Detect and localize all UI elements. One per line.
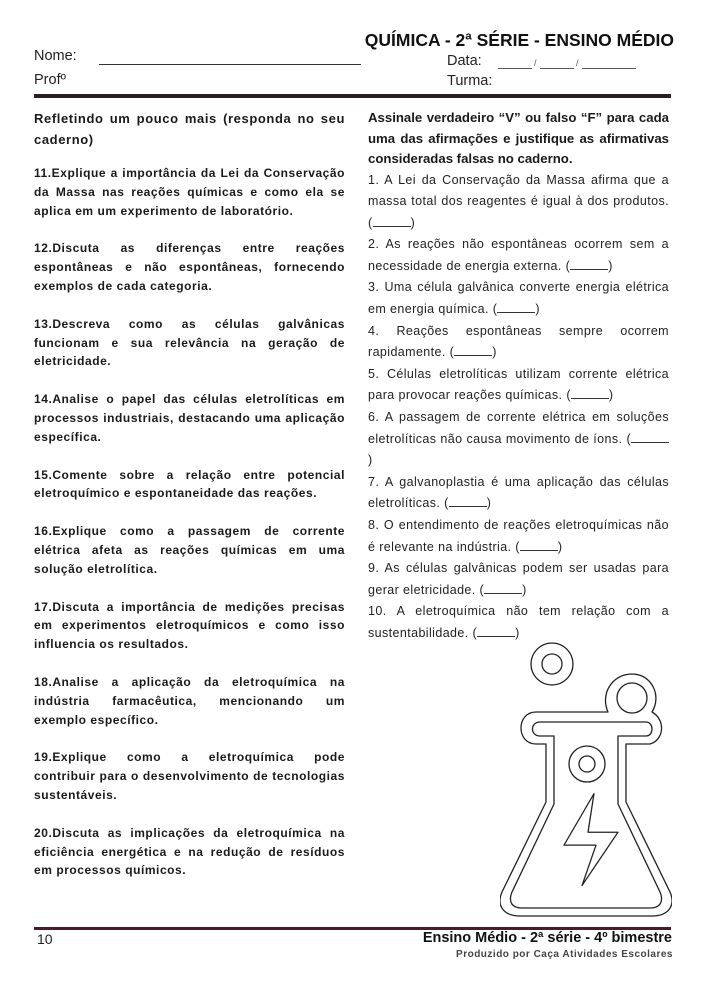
statement-text: 4. Reações espontâneas sempre ocorrem rapidamente.	[368, 323, 669, 360]
statement-text: 7. A galvanoplastia é uma aplicação das células eletrolíticas.	[368, 474, 669, 511]
reflection-section	[34, 108, 345, 899]
statement-text: 9. As células galvânicas podem ser usadas para gerar eletricidade.	[368, 561, 669, 597]
lightning-bolt-icon	[564, 794, 618, 886]
answer-open: (	[368, 215, 373, 230]
answer-open: (	[566, 388, 571, 403]
answer-open: (	[565, 258, 571, 273]
bubble-inner-icon	[579, 756, 595, 772]
bubble-outer-icon	[569, 746, 605, 782]
question-item: 13.Descreva como as células galvânicas funcionam e sua relevância na geração de eletricidade.	[34, 316, 345, 369]
date-separator: /	[534, 58, 537, 68]
answer-blank[interactable]	[570, 259, 608, 270]
question-item: 12.Discuta as diferenças entre reações espontâneas e não espontâneas, fornecendo exemplos de cada categoria.	[34, 241, 345, 293]
date-day-field[interactable]	[498, 68, 532, 69]
answer-open: (	[479, 582, 485, 597]
statement-text: 5. Células eletrolíticas utilizam corrente elétrica para provocar reações químicas.	[368, 366, 669, 403]
statement-list	[368, 170, 669, 645]
statement-text: 3. Uma célula galvânica converte energia elétrica em energia química.	[368, 280, 669, 317]
answer-blank[interactable]	[631, 432, 669, 443]
answer-close: )	[522, 582, 527, 597]
question-item: 20.Discuta as implicações da eletroquímica na eficiência energética e na redução de resíduos em processos químicos.	[34, 825, 345, 878]
class-label: Turma:	[447, 73, 493, 89]
reflection-instructions: Refletindo um pouco mais (responda no seu caderno)	[34, 111, 345, 147]
name-label: Nome:	[34, 48, 77, 64]
date-month-field[interactable]	[540, 68, 574, 69]
answer-close: )	[368, 453, 373, 468]
statement-text: 8. O entendimento de reações eletroquímicas não é relevante na indústria.	[368, 518, 669, 554]
flask-lightning-icon	[500, 636, 672, 918]
answer-open: (	[449, 345, 455, 360]
question-item: 11.Explique a importância da Lei da Conservação da Massa nas reações químicas e como ela se aplica em um experimento de laboratório.	[34, 166, 345, 218]
date-label: Data:	[447, 53, 482, 69]
question-item: 17.Discuta a importância de medições precisas em experimentos eletroquímicos e como isso influencia os resultados.	[34, 599, 345, 652]
statement-item	[368, 170, 669, 235]
teacher-label: Profº	[34, 72, 66, 88]
statement-item	[368, 472, 669, 515]
bubble-inner-icon	[542, 654, 562, 674]
statement-item	[368, 364, 669, 407]
answer-open: (	[444, 496, 449, 511]
answer-close: )	[515, 625, 520, 640]
answer-close: )	[492, 345, 497, 360]
answer-open: (	[492, 302, 498, 317]
date-separator: /	[576, 58, 579, 68]
footer-credit: Produzido por Caça Atividades Escolares	[456, 949, 673, 960]
question-item: 18.Analise a aplicação da eletroquímica na indústria farmacêutica, mencionando um exemplo específico.	[34, 674, 345, 727]
answer-blank[interactable]	[484, 583, 522, 594]
statement-item	[368, 515, 669, 558]
question-item: 14.Analise o papel das células eletrolíticas em processos industriais, destacando uma aplicação específica.	[34, 392, 345, 444]
true-false-section	[368, 108, 669, 645]
date-year-field[interactable]	[582, 68, 636, 69]
answer-close: )	[557, 539, 563, 554]
statement-text: 2. As reações não espontâneas ocorrem sem a necessidade de energia externa.	[368, 237, 669, 273]
answer-blank[interactable]	[449, 496, 487, 507]
statement-text: 1. A Lei da Conservação da Massa afirma que a massa total dos reagentes é igual à dos produtos.	[368, 172, 669, 209]
name-field[interactable]	[99, 64, 361, 65]
answer-close: )	[608, 258, 613, 273]
statement-text: 6. A passagem de corrente elétrica em soluções eletrolíticas não causa movimento de íons.	[368, 410, 669, 446]
answer-close: )	[608, 388, 614, 403]
answer-blank[interactable]	[454, 345, 492, 356]
answer-close: )	[535, 302, 540, 317]
answer-blank[interactable]	[497, 302, 535, 313]
answer-open: (	[472, 625, 478, 640]
true-false-instructions: Assinale verdadeiro “V” ou falso “F” para cada uma das afirmações e justifique as afirmativas consideradas falsas no caderno.	[368, 110, 669, 166]
answer-close: )	[410, 215, 416, 230]
bubble-inner-icon	[617, 683, 647, 713]
answer-open: (	[515, 539, 520, 554]
statement-item	[368, 321, 669, 364]
worksheet-title: QUÍMICA - 2ª SÉRIE - ENSINO MÉDIO	[364, 30, 674, 50]
answer-blank[interactable]	[571, 388, 609, 399]
statement-item	[368, 234, 669, 277]
bubble-outer-icon	[531, 643, 573, 685]
question-item: 16.Explique como a passagem de corrente elétrica afeta as reações químicas em uma solução eletrolítica.	[34, 524, 345, 576]
statement-item	[368, 407, 669, 472]
statement-text: 10. A eletroquímica não tem relação com a sustentabilidade.	[368, 604, 669, 640]
footer-title: Ensino Médio - 2ª série - 4º bimestre	[422, 930, 672, 946]
answer-close: )	[486, 496, 492, 511]
page-number: 10	[37, 931, 53, 947]
statement-item	[368, 277, 669, 320]
answer-blank[interactable]	[520, 540, 558, 551]
question-item: 15.Comente sobre a relação entre potencial eletroquímico e espontaneidade das reações.	[34, 467, 345, 501]
header-divider	[34, 94, 671, 98]
answer-blank[interactable]	[373, 216, 411, 227]
statement-item	[368, 558, 669, 601]
answer-open: (	[626, 431, 632, 446]
question-item: 19.Explique como a eletroquímica pode contribuir para o desenvolvimento de tecnologias sustentáveis.	[34, 750, 345, 802]
